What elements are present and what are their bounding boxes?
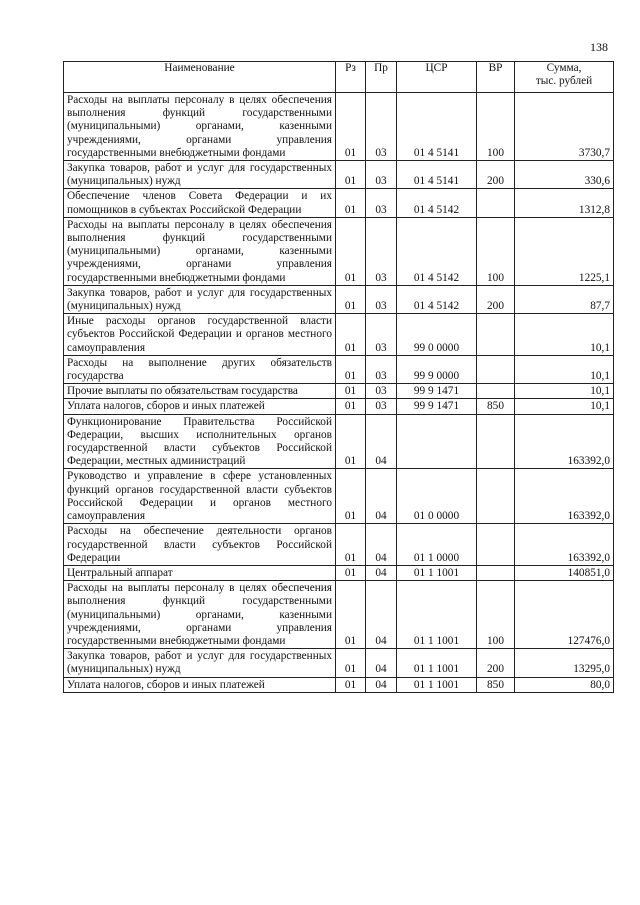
table-row bbox=[64, 469, 614, 524]
row-sum: 140851,0 bbox=[515, 565, 614, 580]
row-name: Расходы на выплаты персоналу в целях обеспечения выполнения функций государственными (муниципальными) органами, казенными учреждениями, органами управления государственными внебюджетными фондами bbox=[64, 217, 336, 285]
row-sum: 10,1 bbox=[515, 314, 614, 356]
table-header-row bbox=[64, 62, 614, 93]
row-rz: 01 bbox=[336, 414, 366, 469]
row-csr: 01 1 1001 bbox=[397, 677, 477, 692]
table-row bbox=[64, 399, 614, 414]
row-sum: 3730,7 bbox=[515, 93, 614, 161]
row-rz: 01 bbox=[336, 565, 366, 580]
row-sum: 13295,0 bbox=[515, 649, 614, 677]
row-name: Закупка товаров, работ и услуг для государственных (муниципальных) нужд bbox=[64, 649, 336, 677]
table-row bbox=[64, 285, 614, 313]
row-sum: 127476,0 bbox=[515, 581, 614, 649]
row-name: Центральный аппарат bbox=[64, 565, 336, 580]
row-name: Обеспечение членов Совета Федерации и их помощников в субъектах Российской Федерации bbox=[64, 189, 336, 217]
row-pr: 03 bbox=[366, 217, 397, 285]
row-name: Закупка товаров, работ и услуг для государственных (муниципальных) нужд bbox=[64, 285, 336, 313]
row-pr: 04 bbox=[366, 414, 397, 469]
row-sum: 10,1 bbox=[515, 399, 614, 414]
row-name: Закупка товаров, работ и услуг для государственных (муниципальных) нужд bbox=[64, 161, 336, 189]
row-csr: 01 4 5142 bbox=[397, 189, 477, 217]
row-csr: 01 1 1001 bbox=[397, 649, 477, 677]
row-sum: 330,6 bbox=[515, 161, 614, 189]
table-row bbox=[64, 355, 614, 383]
header-pr: Пр bbox=[366, 62, 397, 93]
table-row bbox=[64, 189, 614, 217]
row-vr bbox=[477, 414, 515, 469]
budget-table bbox=[63, 61, 614, 693]
row-rz: 01 bbox=[336, 399, 366, 414]
row-sum: 163392,0 bbox=[515, 414, 614, 469]
row-csr: 99 9 0000 bbox=[397, 355, 477, 383]
row-pr: 03 bbox=[366, 161, 397, 189]
row-csr: 01 1 0000 bbox=[397, 524, 477, 566]
row-name: Расходы на выполнение других обязательств государства bbox=[64, 355, 336, 383]
row-rz: 01 bbox=[336, 314, 366, 356]
row-vr bbox=[477, 314, 515, 356]
row-name: Расходы на обеспечение деятельности органов государственной власти субъектов Российской Федерации bbox=[64, 524, 336, 566]
row-pr: 03 bbox=[366, 189, 397, 217]
table-row bbox=[64, 677, 614, 692]
row-rz: 01 bbox=[336, 285, 366, 313]
row-vr bbox=[477, 384, 515, 399]
row-vr: 100 bbox=[477, 93, 515, 161]
row-pr: 03 bbox=[366, 93, 397, 161]
row-sum: 1312,8 bbox=[515, 189, 614, 217]
row-csr: 01 4 5142 bbox=[397, 217, 477, 285]
table-row bbox=[64, 565, 614, 580]
row-rz: 01 bbox=[336, 217, 366, 285]
row-rz: 01 bbox=[336, 384, 366, 399]
header-sum: Сумма, тыс. рублей bbox=[515, 62, 614, 93]
row-rz: 01 bbox=[336, 649, 366, 677]
row-sum: 80,0 bbox=[515, 677, 614, 692]
row-vr: 850 bbox=[477, 677, 515, 692]
row-vr: 100 bbox=[477, 581, 515, 649]
header-vr: ВР bbox=[477, 62, 515, 93]
table-row bbox=[64, 649, 614, 677]
row-vr: 200 bbox=[477, 161, 515, 189]
row-pr: 03 bbox=[366, 314, 397, 356]
header-rz: Рз bbox=[336, 62, 366, 93]
row-vr: 850 bbox=[477, 399, 515, 414]
row-name: Иные расходы органов государственной власти субъектов Российской Федерации и органов местного самоуправления bbox=[64, 314, 336, 356]
row-vr bbox=[477, 469, 515, 524]
row-rz: 01 bbox=[336, 355, 366, 383]
row-rz: 01 bbox=[336, 189, 366, 217]
row-csr: 01 1 1001 bbox=[397, 565, 477, 580]
row-csr: 01 4 5141 bbox=[397, 93, 477, 161]
row-vr bbox=[477, 524, 515, 566]
row-pr: 03 bbox=[366, 355, 397, 383]
row-rz: 01 bbox=[336, 93, 366, 161]
table-row bbox=[64, 93, 614, 161]
row-vr: 200 bbox=[477, 649, 515, 677]
row-sum: 87,7 bbox=[515, 285, 614, 313]
row-pr: 04 bbox=[366, 565, 397, 580]
row-pr: 03 bbox=[366, 399, 397, 414]
row-csr: 99 9 1471 bbox=[397, 399, 477, 414]
row-pr: 03 bbox=[366, 384, 397, 399]
table-row bbox=[64, 314, 614, 356]
header-csr: ЦСР bbox=[397, 62, 477, 93]
table-row bbox=[64, 384, 614, 399]
table-row bbox=[64, 524, 614, 566]
row-rz: 01 bbox=[336, 677, 366, 692]
table-row bbox=[64, 581, 614, 649]
row-vr bbox=[477, 565, 515, 580]
row-pr: 04 bbox=[366, 469, 397, 524]
row-csr: 99 9 1471 bbox=[397, 384, 477, 399]
row-vr bbox=[477, 189, 515, 217]
row-csr: 99 0 0000 bbox=[397, 314, 477, 356]
row-csr: 01 4 5141 bbox=[397, 161, 477, 189]
row-vr bbox=[477, 355, 515, 383]
row-vr: 100 bbox=[477, 217, 515, 285]
row-pr: 03 bbox=[366, 285, 397, 313]
row-name: Уплата налогов, сборов и иных платежей bbox=[64, 677, 336, 692]
row-name: Функционирование Правительства Российской Федерации, высших исполнительных органов государственной власти субъектов Российской Федерации, местных администраций bbox=[64, 414, 336, 469]
page-number: 138 bbox=[590, 40, 608, 54]
table-row bbox=[64, 414, 614, 469]
row-csr: 01 4 5142 bbox=[397, 285, 477, 313]
row-pr: 04 bbox=[366, 677, 397, 692]
row-sum: 10,1 bbox=[515, 355, 614, 383]
row-csr bbox=[397, 414, 477, 469]
row-pr: 04 bbox=[366, 581, 397, 649]
row-name: Расходы на выплаты персоналу в целях обеспечения выполнения функций государственными (муниципальными) органами, казенными учреждениями, органами управления государственными внебюджетными фондами bbox=[64, 581, 336, 649]
table-row bbox=[64, 217, 614, 285]
row-name: Руководство и управление в сфере установленных функций органов государственной власти субъектов Российской Федерации и органов местного самоуправления bbox=[64, 469, 336, 524]
row-rz: 01 bbox=[336, 469, 366, 524]
row-pr: 04 bbox=[366, 649, 397, 677]
table-row bbox=[64, 161, 614, 189]
row-csr: 01 1 1001 bbox=[397, 581, 477, 649]
row-vr: 200 bbox=[477, 285, 515, 313]
row-name: Прочие выплаты по обязательствам государства bbox=[64, 384, 336, 399]
row-name: Расходы на выплаты персоналу в целях обеспечения выполнения функций государственными (муниципальными) органами, казенными учреждениями, органами управления государственными внебюджетными фондами bbox=[64, 93, 336, 161]
row-sum: 163392,0 bbox=[515, 524, 614, 566]
header-name: Наименование bbox=[64, 62, 336, 93]
row-name: Уплата налогов, сборов и иных платежей bbox=[64, 399, 336, 414]
row-sum: 163392,0 bbox=[515, 469, 614, 524]
row-sum: 10,1 bbox=[515, 384, 614, 399]
row-rz: 01 bbox=[336, 524, 366, 566]
row-csr: 01 0 0000 bbox=[397, 469, 477, 524]
row-rz: 01 bbox=[336, 581, 366, 649]
row-sum: 1225,1 bbox=[515, 217, 614, 285]
row-rz: 01 bbox=[336, 161, 366, 189]
row-pr: 04 bbox=[366, 524, 397, 566]
